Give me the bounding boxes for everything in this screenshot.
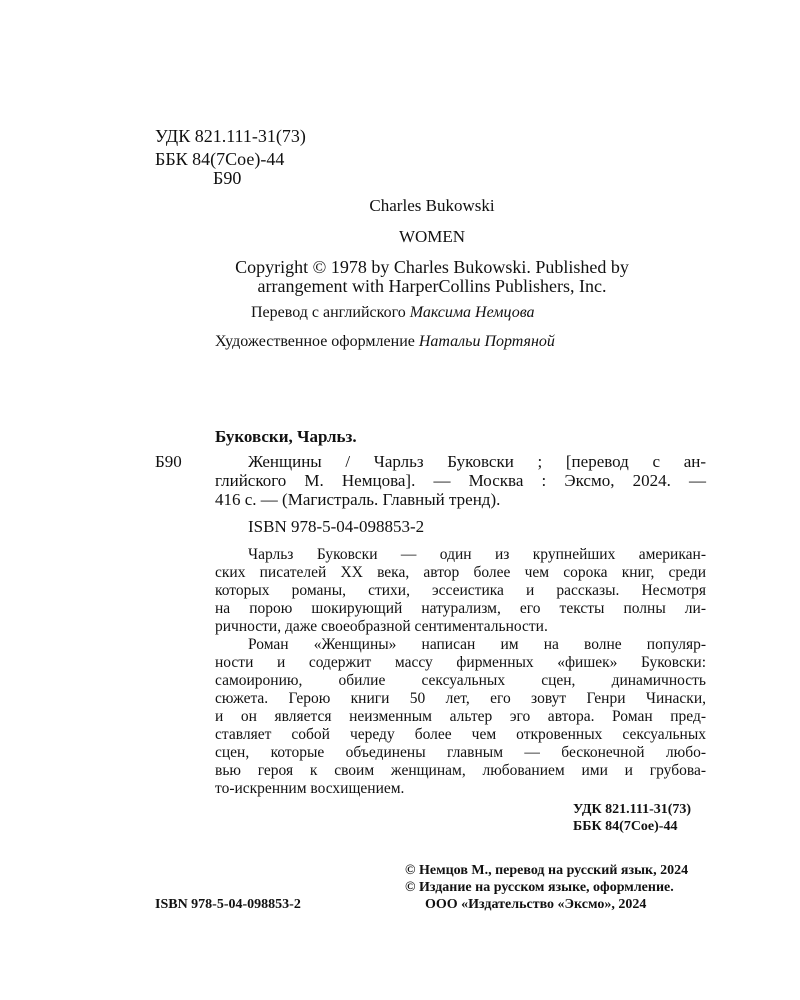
udk-code: УДК 821.111-31(73) xyxy=(155,126,306,146)
footer-isbn: ISBN 978-5-04-098853-2 xyxy=(155,897,301,912)
copyright-line-1: Copyright © 1978 by Charles Bukowski. Published by xyxy=(235,257,629,277)
annotation-p2-line: Роман «Женщины» написан им на волне популяр- xyxy=(248,636,706,653)
annotation-p2-line: самоиронию, обилие сексуальных сцен, динамичность xyxy=(215,672,706,689)
copyright-publisher: ООО «Издательство «Эксмо», 2024 xyxy=(425,897,647,912)
annotation-p2-line: то-искренним восхищением. xyxy=(215,780,405,797)
annotation-p1-line: ричности, даже своеобразной сентиментальности. xyxy=(215,618,548,635)
annotation-p2-line: сюжета. Герою книги 50 лет, его зовут Генри Чинаски, xyxy=(215,690,706,707)
footer-udk: УДК 821.111-31(73) xyxy=(573,802,692,817)
annotation-p1-line: на порою шокирующий натурализм, его тексты полны ли- xyxy=(215,600,706,617)
translation-label: Перевод с английского xyxy=(251,304,406,321)
annotation-p2-line: сцен, которые объединены главным — бесконечной любо- xyxy=(215,744,706,761)
catalog-isbn: ISBN 978-5-04-098853-2 xyxy=(248,517,425,536)
annotation-p2-line: вью героя к своим женщинам, любованием ими и грубова- xyxy=(215,762,706,779)
catalog-heading: Буковски, Чарльз. xyxy=(215,427,357,446)
original-title: WOMEN xyxy=(398,227,466,246)
copyright-edition: © Издание на русском языке, оформление. xyxy=(405,880,674,895)
annotation-p1-line: ских писателей XX века, автор более чем сорока книг, среди xyxy=(215,564,706,581)
translation-credit xyxy=(251,303,535,323)
bbk-code: ББК 84(7Сое)-44 xyxy=(155,149,285,169)
copyright-translation: © Немцов М., перевод на русский язык, 2024 xyxy=(405,863,689,878)
catalog-line-3: 416 с. — (Магистраль. Главный тренд). xyxy=(215,490,501,509)
copyright-line-2: arrangement with HarperCollins Publishers, Inc. xyxy=(257,276,607,296)
catalog-mark: Б90 xyxy=(155,452,182,471)
catalog-line-2: глийского М. Немцова]. — Москва : Эксмо, 2024. — xyxy=(215,471,706,490)
annotation-p2-line: ставляет собой череду более чем откровенных сексуальных xyxy=(215,726,706,743)
annotation-p1-line: Чарльз Буковски — один из крупнейших американ- xyxy=(248,546,706,563)
catalog-line-1: Женщины / Чарльз Буковски ; [перевод с ан- xyxy=(248,452,706,471)
footer-bbk: ББК 84(7Сое)-44 xyxy=(573,819,678,834)
design-label: Художественное оформление xyxy=(215,333,415,350)
designer-name: Натальи Портяной xyxy=(418,333,555,350)
annotation-p1-line: которых романы, стихи, эссеистика и рассказы. Несмотря xyxy=(215,582,706,599)
annotation-p2-line: и он является неизменным альтер эго автора. Роман пред- xyxy=(215,708,706,725)
translator-name: Максима Немцова xyxy=(409,304,535,321)
design-credit xyxy=(215,332,555,352)
original-author: Charles Bukowski xyxy=(369,196,495,215)
annotation-p2-line: ности и содержит массу фирменных «фишек» Буковски: xyxy=(215,654,706,671)
author-mark: Б90 xyxy=(213,168,242,188)
